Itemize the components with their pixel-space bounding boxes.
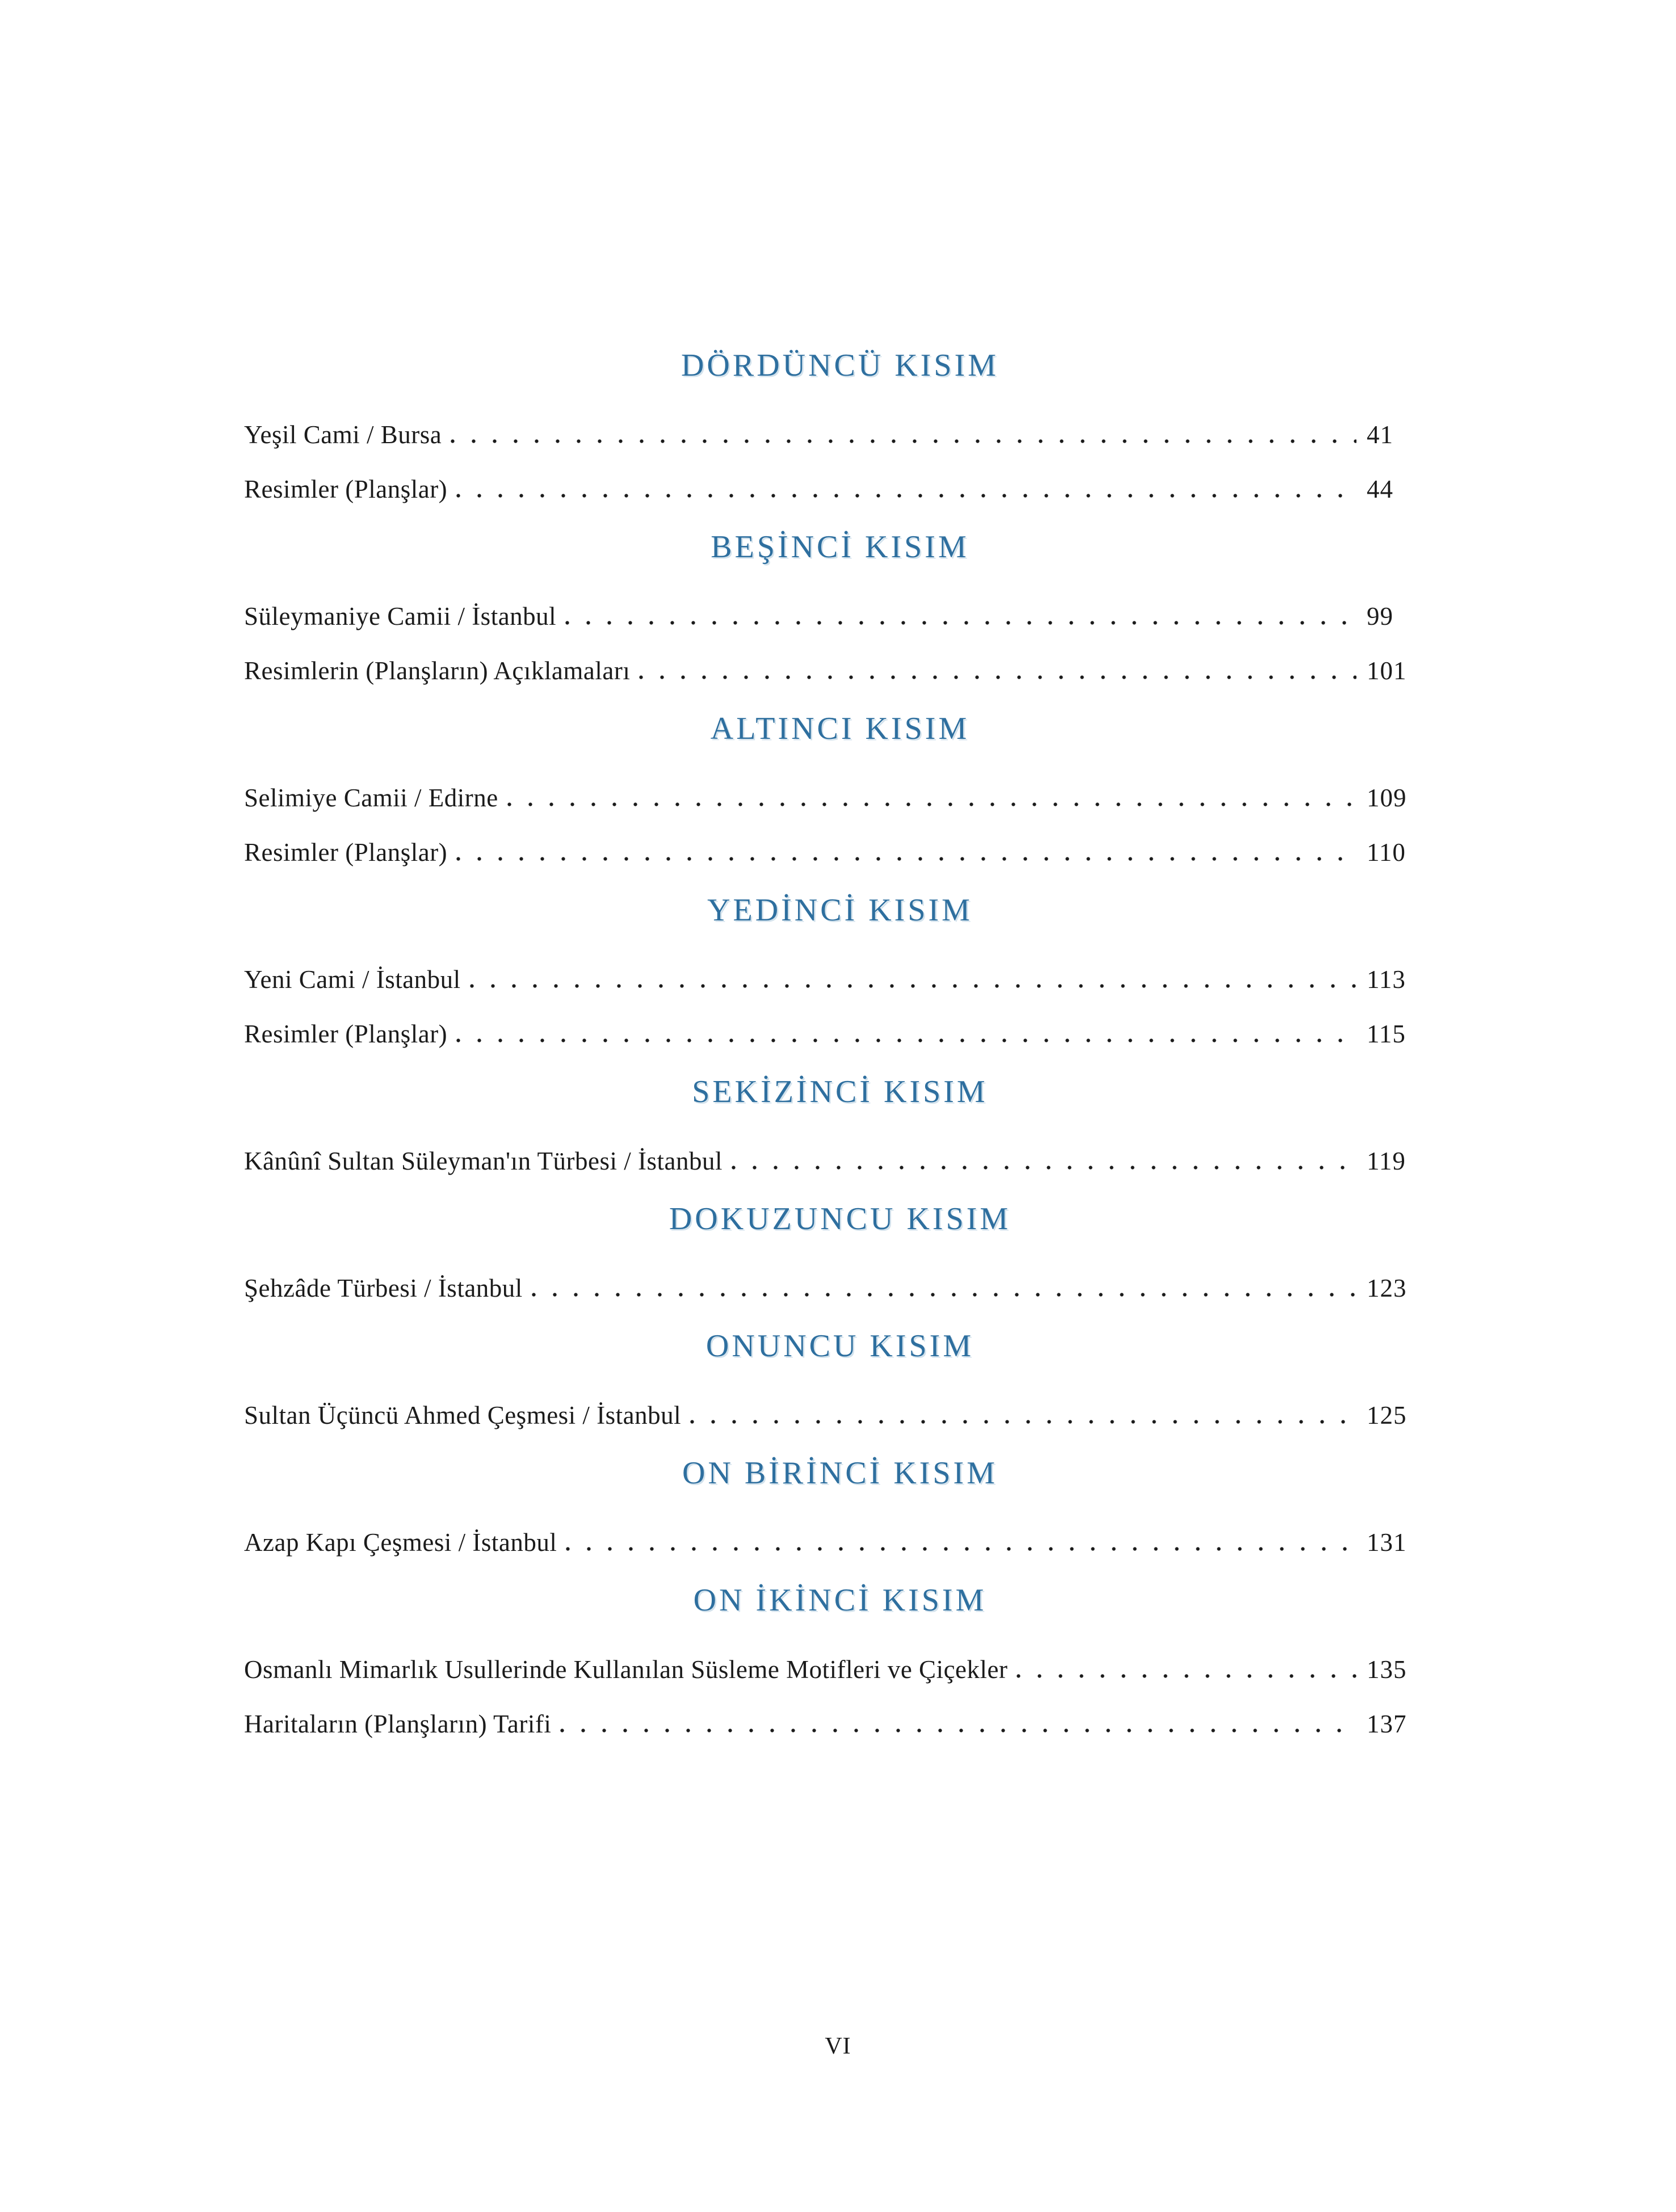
entry-title: Azap Kapı Çeşmesi / İstanbul [244,1528,557,1557]
entry-title: Süleymaniye Camii / İstanbul [244,602,557,630]
entry-title: Resimlerin (Planşların) Açıklamaları [244,657,631,685]
entry-page-number: 123 [1367,1274,1407,1302]
section-heading: ON BİRİNCİ KISIM [682,1456,998,1491]
toc-section [244,1201,1436,1303]
entry-page-number: 99 [1367,602,1393,630]
entry-title: Selimiye Camii / Edirne [244,784,498,812]
section-heading: ALTINCI KISIM [710,711,970,746]
section-entries [244,1528,1436,1557]
table-of-contents [244,347,1436,1764]
entry-page-number: 41 [1367,420,1393,449]
section-entries [244,1655,1436,1739]
entry-title: Yeni Cami / İstanbul [244,965,461,994]
toc-entry [244,1709,1436,1739]
dot-leader [560,1729,1356,1732]
toc-entry [244,474,1436,504]
dot-leader [456,857,1356,861]
toc-entry [244,420,1436,449]
dot-leader [565,621,1356,625]
toc-entry [244,783,1436,813]
dot-leader [732,1166,1356,1170]
dot-leader [566,1547,1356,1551]
toc-entry [244,965,1436,994]
page-footer [0,2033,1676,2060]
toc-entry [244,1655,1436,1684]
entry-title: Resimler (Planşlar) [244,475,448,503]
toc-entry [244,656,1436,686]
dot-leader [451,439,1356,443]
entry-title: Resimler (Planşlar) [244,1020,448,1048]
entry-page-number: 131 [1367,1528,1407,1557]
entry-page-number: 135 [1367,1655,1407,1684]
entry-page-number: 137 [1367,1710,1407,1738]
entry-page-number: 115 [1367,1020,1406,1048]
section-entries [244,783,1436,867]
entry-title: Osmanlı Mimarlık Usullerinde Kullanılan Süsleme Motifleri ve Çiçekler [244,1655,1008,1684]
toc-section [244,1074,1436,1176]
toc-entry [244,1019,1436,1049]
section-heading: ONUNCU KISIM [705,1328,974,1364]
dot-leader [690,1420,1356,1424]
toc-entry [244,1401,1436,1430]
toc-section [244,892,1436,1049]
section-entries [244,1401,1436,1430]
section-entries [244,1146,1436,1176]
toc-section [244,1328,1436,1430]
entry-page-number: 109 [1367,784,1407,812]
dot-leader [470,984,1356,988]
toc-section [244,1582,1436,1739]
entry-title: Yeşil Cami / Bursa [244,420,442,449]
section-heading: SEKİZİNCİ KISIM [692,1074,988,1109]
entry-title: Şehzâde Türbesi / İstanbul [244,1274,523,1302]
section-entries [244,1273,1436,1303]
toc-entry [244,602,1436,631]
section-heading: DÖRDÜNCÜ KISIM [681,348,999,383]
section-heading: ON İKİNCİ KISIM [693,1583,987,1618]
toc-section [244,710,1436,867]
dot-leader [456,1038,1356,1042]
entry-page-number: 44 [1367,475,1393,503]
toc-sections [244,347,1436,1739]
section-heading: YEDİNCİ KISIM [707,893,973,928]
entry-title: Kânûnî Sultan Süleyman'ın Türbesi / İstanbul [244,1147,723,1175]
entry-page-number: 110 [1367,838,1406,867]
entry-page-number: 113 [1367,965,1406,994]
section-entries [244,965,1436,1049]
toc-entry [244,838,1436,867]
entry-title: Haritaların (Planşların) Tarifi [244,1710,552,1738]
entry-title: Resimler (Planşlar) [244,838,448,867]
toc-section [244,529,1436,686]
toc-section [244,347,1436,504]
entry-page-number: 119 [1367,1147,1406,1175]
dot-leader [639,675,1356,679]
section-heading: DOKUZUNCU KISIM [669,1201,1011,1237]
toc-entry [244,1528,1436,1557]
page-number: VI [825,2033,851,2059]
toc-section [244,1455,1436,1557]
dot-leader [532,1293,1356,1297]
section-entries [244,602,1436,686]
section-heading: BEŞİNCİ KISIM [711,529,969,565]
entry-page-number: 101 [1367,657,1407,685]
section-entries [244,420,1436,504]
dot-leader [456,494,1356,498]
dot-leader [507,802,1356,806]
dot-leader [1016,1674,1356,1678]
entry-title: Sultan Üçüncü Ahmed Çeşmesi / İstanbul [244,1401,682,1429]
entry-page-number: 125 [1367,1401,1407,1429]
toc-entry [244,1273,1436,1303]
toc-entry [244,1146,1436,1176]
